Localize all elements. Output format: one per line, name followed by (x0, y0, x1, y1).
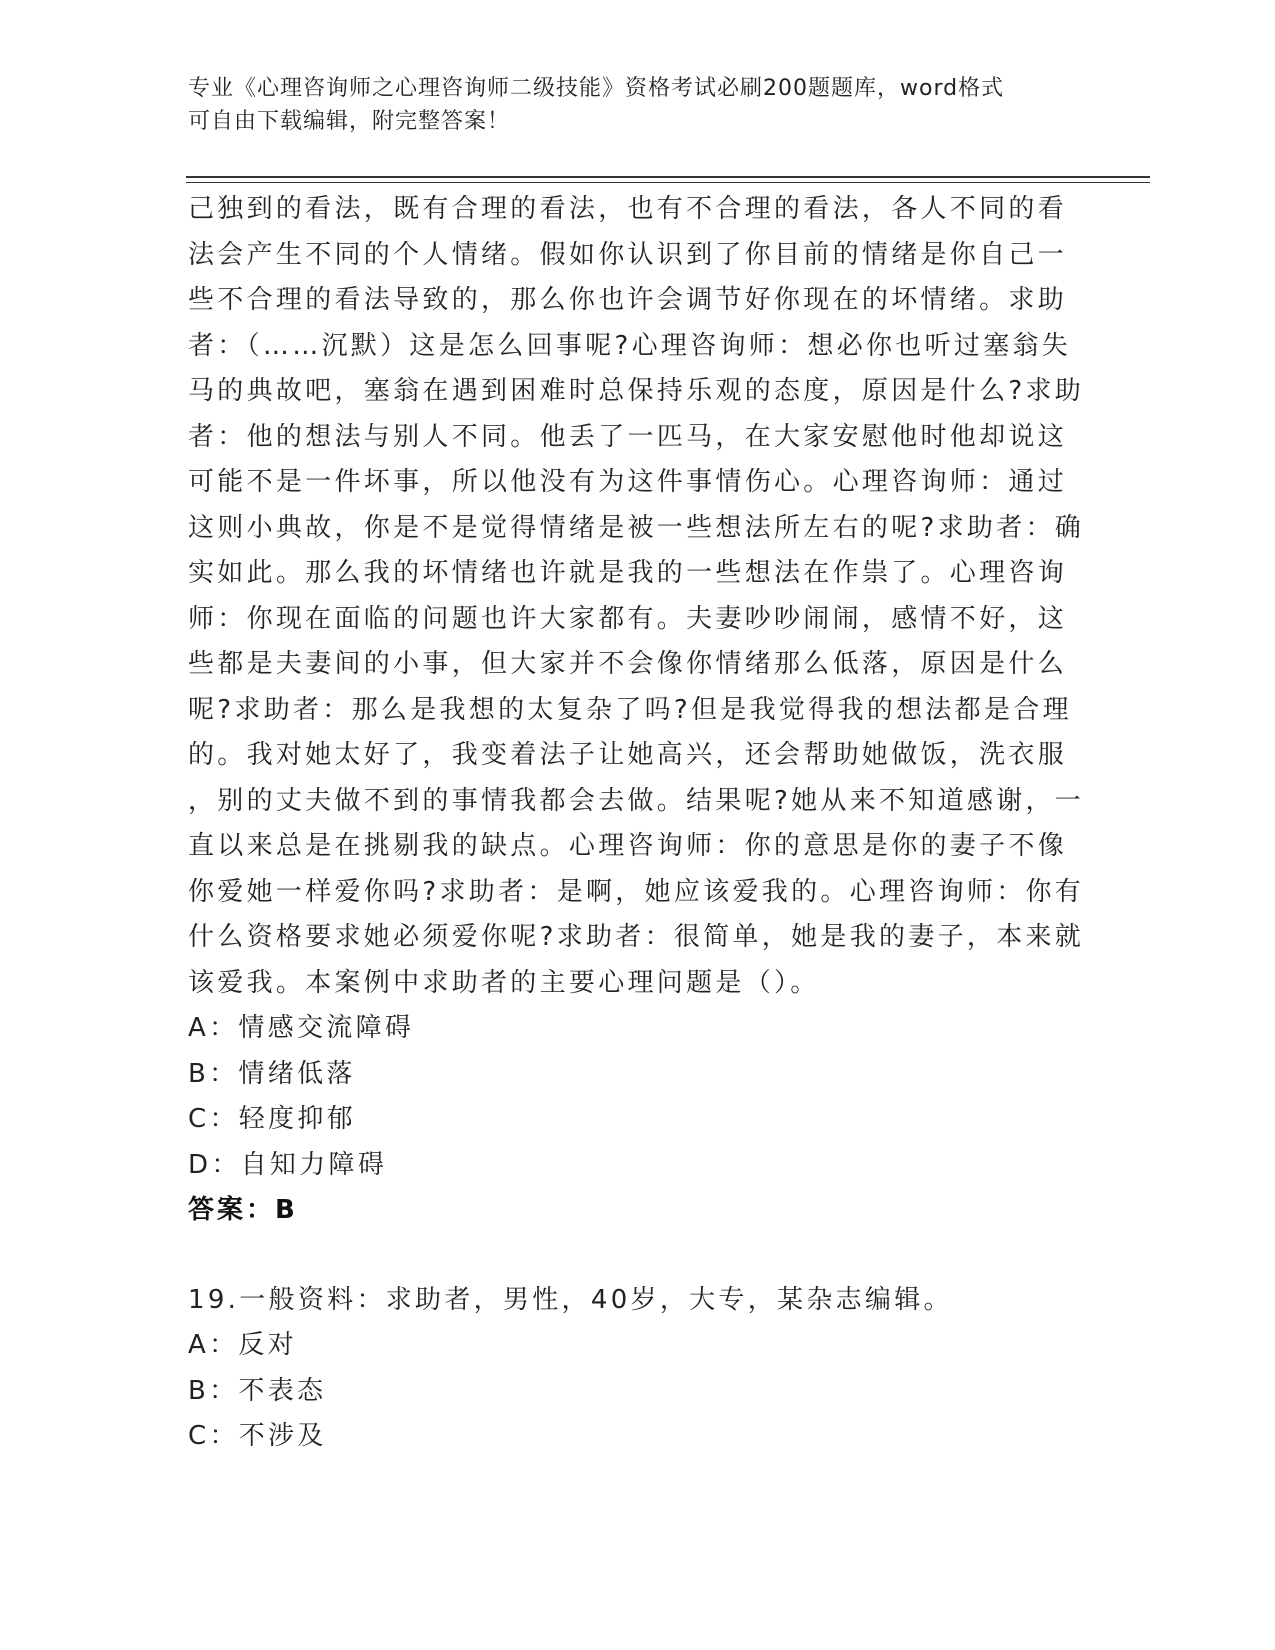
question-passage (188, 187, 1088, 1006)
passage-line: 些都是夫妻间的小事，但大家并不会像你情绪那么低落，原因是什么 (188, 649, 1068, 679)
option-c: C：轻度抑郁 (188, 1104, 356, 1134)
header-divider-thin (186, 182, 1150, 183)
passage-line: 己独到的看法，既有合理的看法，也有不合理的看法，各人不同的看 (188, 194, 1068, 224)
passage-line: 法会产生不同的个人情绪。假如你认识到了你目前的情绪是你自己一 (188, 239, 1068, 270)
passage-line: 的。我对她太好了，我变着法子让她高兴，还会帮助她做饭，洗衣服 (188, 740, 1068, 770)
option-a: A：反对 (188, 1330, 297, 1360)
passage-line: ，别的丈夫做不到的事情我都会去做。结果呢?她从来不知道感谢，一 (188, 785, 1085, 816)
passage-line: 呢?求助者：那么是我想的太复杂了吗?但是我觉得我的想法都是合理 (188, 694, 1072, 725)
passage-line: 者：他的想法与别人不同。他丢了一匹马，在大家安慰他时他却说这 (188, 421, 1068, 452)
passage-line: 什么资格要求她必须爱你呢?求助者：很简单，她是我的妻子，本来就 (188, 922, 1085, 952)
option-c: C：不涉及 (188, 1421, 327, 1451)
page-header (188, 72, 1088, 138)
passage-line: 些不合理的看法导致的，那么你也许会调节好你现在的坏情绪。求助 (188, 285, 1068, 315)
header-divider-thick (186, 176, 1150, 178)
passage-line: 你爱她一样爱你吗?求助者：是啊，她应该爱我的。心理咨询师：你有 (188, 876, 1085, 907)
passage-line: 者：（……沉默）这是怎么回事呢?心理咨询师：想必你也听过塞翁失 (188, 330, 1072, 361)
header-line-1: 专业《心理咨询师之心理咨询师二级技能》资格考试必刷200题题库，word格式 (188, 76, 1005, 101)
passage-line: 直以来总是在挑剔我的缺点。心理咨询师：你的意思是你的妻子不像 (188, 831, 1068, 861)
answer-key: 答案：B (188, 1195, 298, 1225)
passage-line: 可能不是一件坏事，所以他没有为这件事情伤心。心理咨询师：通过 (188, 467, 1068, 497)
option-d: D：自知力障碍 (188, 1149, 388, 1180)
option-b: B：情绪低落 (188, 1058, 356, 1089)
question-18-options (188, 1006, 1088, 1188)
main-content (188, 187, 1088, 1460)
question-stem: 19.一般资料：求助者，男性，40岁，大专，某杂志编辑。 (188, 1284, 953, 1315)
passage-line: 实如此。那么我的坏情绪也许就是我的一些想法在作祟了。心理咨询 (188, 558, 1068, 588)
passage-line: 马的典故吧，塞翁在遇到困难时总保持乐观的态度，原因是什么?求助 (188, 376, 1085, 406)
question-spacer (188, 1234, 1088, 1278)
passage-line: 该爱我。本案例中求助者的主要心理问题是（）。 (188, 967, 820, 998)
passage-line: 师：你现在面临的问题也许大家都有。夫妻吵吵闹闹，感情不好，这 (188, 603, 1068, 634)
option-a: A：情感交流障碍 (188, 1013, 415, 1043)
question-19 (188, 1278, 1088, 1460)
passage-line: 这则小典故，你是不是觉得情绪是被一些想法所左右的呢?求助者：确 (188, 512, 1085, 543)
option-b: B：不表态 (188, 1375, 327, 1406)
header-line-2: 可自由下载编辑，附完整答案！ (188, 109, 511, 134)
